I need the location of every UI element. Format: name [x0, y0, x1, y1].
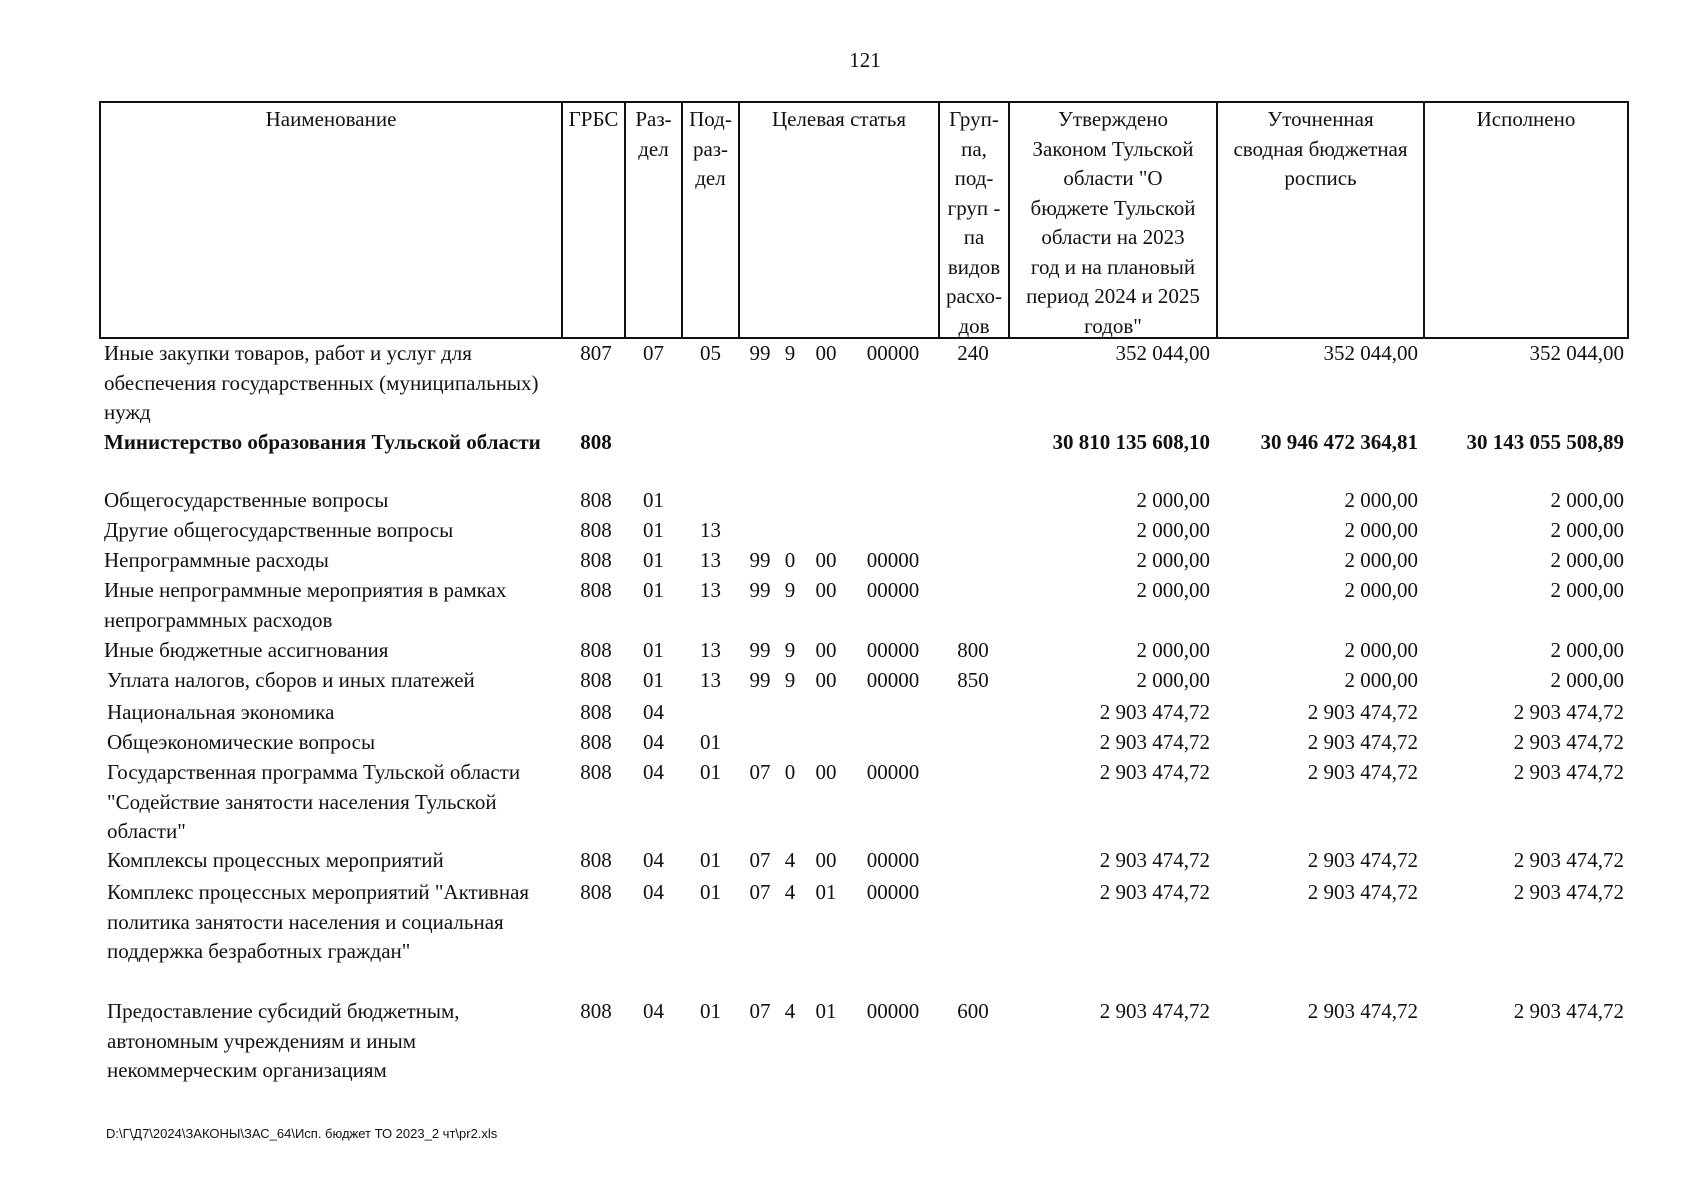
cell-approved: 2 903 474,72 [1099, 760, 1210, 784]
cell-name: Комплексы процессных мероприятий [107, 848, 444, 872]
cell-name: Иные непрограммные мероприятия в рамках непрограммных расходов [104, 578, 507, 632]
cell-executed: 2 903 474,72 [1513, 760, 1624, 784]
cell-executed: 2 903 474,72 [1513, 700, 1624, 724]
cell-razdel: 04 [643, 999, 664, 1023]
cell-name: Непрограммные расходы [104, 548, 329, 572]
cell-target-program: 99 [749, 341, 771, 365]
header-line: Исполнено [1476, 107, 1576, 131]
cell-name: Общеэкономические вопросы [107, 730, 376, 754]
cell-approved: 2 903 474,72 [1099, 999, 1210, 1023]
cell-name: Общегосударственные вопросы [104, 488, 389, 512]
cell-approved: 2 903 474,72 [1099, 880, 1210, 904]
cell-podrazdel: 13 [700, 638, 721, 662]
cell-razdel: 01 [643, 518, 664, 542]
cell-target-subprogram: 4 [784, 848, 796, 872]
header-line: раз- [692, 136, 729, 161]
cell-target-direction: 00000 [866, 578, 920, 602]
cell-executed: 30 143 055 508,89 [1466, 430, 1624, 454]
cell-executed: 352 044,00 [1529, 341, 1624, 365]
cell-razdel: 04 [643, 848, 664, 872]
header-line: роспись [1284, 166, 1357, 190]
cell-grbs: 808 [580, 548, 612, 572]
cell-grbs: 808 [580, 999, 612, 1023]
header-line: дов [958, 313, 990, 338]
cell-grbs: 807 [580, 341, 612, 365]
cell-name: Министерство образования Тульской области [104, 430, 541, 454]
cell-target-program: 07 [749, 848, 771, 872]
cell-target-main: 00 [815, 341, 837, 365]
cell-expense-group: 800 [957, 638, 989, 662]
cell-grbs: 808 [580, 638, 612, 662]
header-line: области "О [1063, 166, 1163, 190]
cell-razdel: 07 [643, 341, 664, 365]
cell-approved: 2 000,00 [1136, 488, 1210, 512]
cell-target-main: 00 [815, 760, 837, 784]
cell-refined: 30 946 472 364,81 [1260, 430, 1418, 454]
cell-grbs: 808 [580, 668, 612, 692]
cell-target-main: 00 [815, 668, 837, 692]
cell-razdel: 01 [643, 578, 664, 602]
cell-approved: 2 000,00 [1136, 548, 1210, 572]
header-line: Груп- [949, 107, 999, 131]
cell-target-subprogram: 4 [784, 999, 796, 1023]
cell-refined: 2 000,00 [1344, 578, 1418, 602]
cell-target-direction: 00000 [866, 341, 920, 365]
cell-name: Комплекс процессных мероприятий "Активная политика занятости населения и социальная поддержка безработных граждан" [107, 880, 530, 963]
cell-grbs: 808 [580, 880, 612, 904]
cell-refined: 352 044,00 [1323, 341, 1418, 365]
cell-target-direction: 00000 [866, 548, 920, 572]
cell-name: Предоставление субсидий бюджетным, автономным учреждениям и иным некоммерческим организациям [107, 999, 460, 1082]
cell-razdel: 01 [643, 548, 664, 572]
cell-podrazdel: 05 [700, 341, 721, 365]
header-line: ГРБС [568, 107, 619, 131]
cell-target-subprogram: 9 [784, 578, 796, 602]
cell-refined: 2 000,00 [1344, 638, 1418, 662]
cell-approved: 30 810 135 608,10 [1052, 430, 1210, 454]
cell-refined: 2 000,00 [1344, 548, 1418, 572]
cell-podrazdel: 01 [700, 880, 721, 904]
cell-target-subprogram: 9 [784, 341, 796, 365]
cell-target-program: 99 [749, 548, 771, 572]
cell-target-subprogram: 9 [784, 638, 796, 662]
cell-refined: 2 903 474,72 [1307, 999, 1418, 1023]
cell-executed: 2 000,00 [1550, 668, 1624, 692]
cell-target-subprogram: 0 [784, 548, 796, 572]
cell-executed: 2 000,00 [1550, 548, 1624, 572]
cell-razdel: 01 [643, 638, 664, 662]
cell-executed: 2 903 474,72 [1513, 880, 1624, 904]
cell-executed: 2 903 474,72 [1513, 999, 1624, 1023]
cell-target-main: 01 [815, 999, 837, 1023]
cell-refined: 2 000,00 [1344, 668, 1418, 692]
cell-grbs: 808 [580, 488, 612, 512]
cell-executed: 2 000,00 [1550, 578, 1624, 602]
cell-grbs: 808 [580, 848, 612, 872]
cell-target-direction: 00000 [866, 880, 920, 904]
cell-target-main: 00 [815, 848, 837, 872]
cell-target-program: 99 [749, 668, 771, 692]
header-line: па, [961, 136, 987, 161]
cell-grbs: 808 [580, 730, 612, 754]
header-line: дел [638, 136, 669, 161]
cell-razdel: 01 [643, 668, 664, 692]
cell-target-main: 01 [815, 880, 837, 904]
cell-executed: 2 000,00 [1550, 638, 1624, 662]
cell-target-subprogram: 0 [784, 760, 796, 784]
header-line: годов" [1084, 313, 1142, 338]
cell-executed: 2 000,00 [1550, 518, 1624, 542]
header-line: Целевая статья [771, 107, 907, 131]
cell-razdel: 01 [643, 488, 664, 512]
header-line: Наименование [265, 107, 397, 131]
cell-refined: 2 903 474,72 [1307, 700, 1418, 724]
header-line: Уточненная [1267, 107, 1374, 131]
cell-podrazdel: 01 [700, 999, 721, 1023]
cell-name: Уплата налогов, сборов и иных платежей [107, 668, 475, 692]
cell-target-main: 00 [815, 638, 837, 662]
header-line: бюджете Тульской [1030, 195, 1196, 220]
cell-target-program: 99 [749, 578, 771, 602]
cell-approved: 2 903 474,72 [1099, 700, 1210, 724]
header-line: расхо- [945, 284, 1003, 308]
cell-razdel: 04 [643, 730, 664, 754]
cell-target-direction: 00000 [866, 848, 920, 872]
page-number: 121 [849, 48, 881, 72]
cell-target-direction: 00000 [866, 668, 920, 692]
cell-executed: 2 903 474,72 [1513, 730, 1624, 754]
cell-podrazdel: 13 [700, 578, 721, 602]
cell-refined: 2 000,00 [1344, 488, 1418, 512]
cell-razdel: 04 [643, 700, 664, 724]
cell-target-main: 00 [815, 578, 837, 602]
header-line: дел [695, 166, 726, 190]
cell-name: Иные бюджетные ассигнования [104, 638, 389, 662]
header-line: Законом Тульской [1032, 136, 1194, 161]
cell-expense-group: 850 [957, 668, 989, 692]
cell-approved: 2 000,00 [1136, 578, 1210, 602]
cell-target-direction: 00000 [866, 999, 920, 1023]
cell-podrazdel: 01 [700, 848, 721, 872]
cell-executed: 2 000,00 [1550, 488, 1624, 512]
cell-target-direction: 00000 [866, 760, 920, 784]
cell-target-main: 00 [815, 548, 837, 572]
header-line: сводная бюджетная [1233, 136, 1408, 161]
cell-target-direction: 00000 [866, 638, 920, 662]
cell-approved: 2 903 474,72 [1099, 848, 1210, 872]
cell-refined: 2 903 474,72 [1307, 848, 1418, 872]
cell-refined: 2 000,00 [1344, 518, 1418, 542]
cell-name: Государственная программа Тульской области "Содействие занятости населения Тульской области" [107, 760, 521, 843]
header-line: Под- [689, 107, 732, 131]
cell-approved: 2 903 474,72 [1099, 730, 1210, 754]
header-line: видов [947, 254, 1001, 279]
header-line: год и на плановый [1030, 254, 1196, 279]
cell-grbs: 808 [580, 430, 612, 454]
cell-approved: 2 000,00 [1136, 668, 1210, 692]
cell-target-subprogram: 9 [784, 668, 796, 692]
cell-podrazdel: 13 [700, 518, 721, 542]
cell-target-subprogram: 4 [784, 880, 796, 904]
cell-target-program: 07 [749, 760, 771, 784]
cell-podrazdel: 01 [700, 760, 721, 784]
cell-podrazdel: 13 [700, 668, 721, 692]
header-line: период 2024 и 2025 [1026, 284, 1200, 308]
cell-target-program: 07 [749, 880, 771, 904]
cell-approved: 352 044,00 [1115, 341, 1210, 365]
cell-razdel: 04 [643, 880, 664, 904]
cell-target-program: 99 [749, 638, 771, 662]
cell-approved: 2 000,00 [1136, 638, 1210, 662]
cell-razdel: 04 [643, 760, 664, 784]
header-line: па [963, 225, 985, 249]
cell-grbs: 808 [580, 760, 612, 784]
cell-refined: 2 903 474,72 [1307, 880, 1418, 904]
cell-podrazdel: 01 [700, 730, 721, 754]
cell-executed: 2 903 474,72 [1513, 848, 1624, 872]
cell-grbs: 808 [580, 700, 612, 724]
cell-grbs: 808 [580, 518, 612, 542]
header-line: области на 2023 [1041, 225, 1185, 249]
header-line: груп - [947, 195, 1001, 220]
cell-target-program: 07 [749, 999, 771, 1023]
cell-grbs: 808 [580, 578, 612, 602]
cell-approved: 2 000,00 [1136, 518, 1210, 542]
header-line: Утверждено [1058, 107, 1168, 131]
cell-name: Национальная экономика [107, 700, 335, 724]
cell-podrazdel: 13 [700, 548, 721, 572]
cell-name: Другие общегосударственные вопросы [104, 518, 454, 542]
cell-refined: 2 903 474,72 [1307, 730, 1418, 754]
cell-name: Иные закупки товаров, работ и услуг для обеспечения государственных (муниципальных) нужд [104, 341, 539, 424]
cell-expense-group: 240 [957, 341, 989, 365]
cell-refined: 2 903 474,72 [1307, 760, 1418, 784]
file-path-footer: D:\Г\Д7\2024\ЗАКОНЫ\ЗАС_64\Исп. бюджет ТО 2023_2 чт\pr2.xls [106, 1126, 498, 1141]
cell-expense-group: 600 [957, 999, 989, 1023]
header-line: под- [954, 166, 994, 190]
header-line: Раз- [635, 107, 672, 131]
